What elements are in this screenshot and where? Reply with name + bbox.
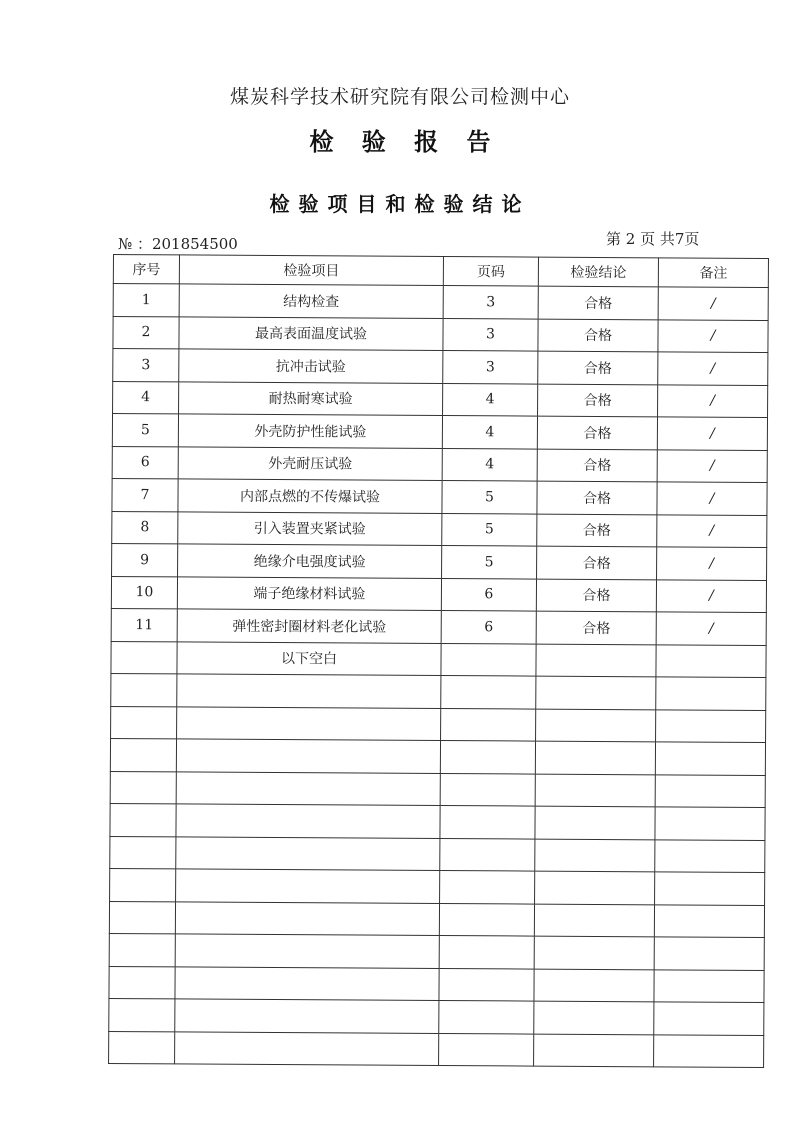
cell-number: 5 — [112, 414, 178, 447]
cell-result — [535, 741, 655, 774]
cell-page: 3 — [443, 351, 538, 384]
cell-result: 合格 — [536, 611, 656, 644]
cell-number — [109, 933, 175, 966]
cell-item: 绝缘介电强度试验 — [178, 544, 442, 578]
cell-number — [110, 738, 176, 771]
cell-page — [441, 708, 536, 741]
cell-page — [440, 773, 535, 806]
cell-result — [534, 904, 654, 937]
cell-result — [535, 871, 655, 904]
cell-note: / — [658, 384, 768, 417]
cell-item — [175, 1031, 439, 1065]
page-indicator: 第 2 页 共7页 — [606, 230, 700, 248]
cell-note: / — [657, 482, 767, 515]
cell-number — [110, 803, 176, 836]
cell-note — [654, 1002, 764, 1035]
cell-number — [111, 641, 177, 674]
cell-item: 引入装置夹紧试验 — [178, 511, 442, 545]
table-row — [112, 446, 767, 483]
table-row — [112, 478, 767, 515]
cell-note — [654, 937, 764, 970]
cell-note: / — [656, 579, 766, 612]
cell-note: / — [657, 547, 767, 580]
cell-note — [655, 807, 765, 840]
table-row — [111, 641, 766, 678]
cell-item — [176, 739, 440, 773]
cell-note: / — [658, 319, 768, 352]
table-row — [109, 998, 764, 1035]
table-row — [113, 316, 768, 353]
cell-note — [654, 969, 764, 1002]
cell-result: 合格 — [538, 384, 658, 417]
cell-result: 合格 — [538, 286, 658, 319]
cell-page: 6 — [441, 578, 536, 611]
cell-number — [110, 771, 176, 804]
table-row — [110, 771, 765, 808]
table-body — [109, 284, 769, 1068]
cell-item — [177, 674, 441, 708]
cell-result — [534, 1001, 654, 1034]
report-number: № ：201854500 — [118, 235, 238, 253]
table-row — [113, 349, 768, 386]
table-row — [112, 511, 767, 548]
cell-item: 端子绝缘材料试验 — [177, 576, 441, 610]
cell-note — [655, 872, 765, 905]
cell-item: 以下空白 — [177, 641, 441, 675]
cell-number — [109, 901, 175, 934]
cell-item: 最高表面温度试验 — [179, 316, 443, 350]
table-row — [109, 901, 764, 938]
cell-number — [111, 673, 177, 706]
cell-page — [440, 871, 535, 904]
cell-page: 5 — [442, 513, 537, 546]
cell-result — [536, 644, 656, 677]
cell-page — [440, 806, 535, 839]
cell-page: 5 — [442, 481, 537, 514]
cell-number: 11 — [111, 608, 177, 641]
cell-note — [654, 1034, 764, 1067]
table-row — [109, 933, 764, 970]
table-row — [111, 673, 766, 710]
cell-page — [439, 968, 534, 1001]
cell-page: 3 — [443, 286, 538, 319]
cell-page: 4 — [442, 448, 537, 481]
cell-item: 抗冲击试验 — [179, 349, 443, 383]
cell-number — [111, 706, 177, 739]
table-row — [111, 706, 766, 743]
table-header-row — [113, 255, 768, 288]
cell-number — [109, 998, 175, 1031]
cell-note — [656, 709, 766, 742]
cell-note — [655, 742, 765, 775]
cell-result: 合格 — [537, 514, 657, 547]
column-header-note: 备注 — [658, 258, 768, 288]
cell-number — [109, 966, 175, 999]
cell-item — [175, 999, 439, 1033]
cell-note — [656, 677, 766, 710]
section-title: 检验项目和检验结论 — [269, 192, 531, 216]
cell-page: 4 — [443, 383, 538, 416]
cell-result — [535, 774, 655, 807]
cell-note: / — [657, 514, 767, 547]
cell-page — [440, 741, 535, 774]
cell-number: 9 — [112, 543, 178, 576]
table-row — [109, 1031, 764, 1068]
cell-page: 6 — [441, 611, 536, 644]
cell-result: 合格 — [537, 481, 657, 514]
table-row — [110, 803, 765, 840]
cell-result: 合格 — [538, 351, 658, 384]
cell-item: 结构检查 — [179, 284, 443, 318]
cell-number — [110, 836, 176, 869]
cell-item: 内部点燃的不传爆试验 — [178, 479, 442, 513]
cell-note — [655, 774, 765, 807]
cell-page — [439, 1033, 534, 1066]
cell-page — [439, 936, 534, 969]
column-header-no: 序号 — [113, 255, 179, 284]
cell-result: 合格 — [536, 579, 656, 612]
table-row — [109, 966, 764, 1003]
cell-number: 4 — [113, 381, 179, 414]
cell-number: 7 — [112, 478, 178, 511]
cell-item: 弹性密封圈材料老化试验 — [177, 609, 441, 643]
table-row — [111, 576, 766, 613]
cell-note — [654, 904, 764, 937]
cell-note: / — [658, 352, 768, 385]
cell-item — [175, 934, 439, 968]
cell-result — [534, 936, 654, 969]
cell-result — [534, 1034, 654, 1067]
cell-page — [441, 676, 536, 709]
cell-number: 2 — [113, 316, 179, 349]
cell-result — [535, 806, 655, 839]
table-row — [110, 836, 765, 873]
cell-number — [110, 868, 176, 901]
cell-page — [439, 903, 534, 936]
table-row — [110, 738, 765, 775]
table-row — [113, 381, 768, 418]
column-header-item: 检验项目 — [179, 255, 443, 286]
cell-item — [176, 869, 440, 903]
cell-number: 1 — [113, 284, 179, 317]
cell-item: 外壳防护性能试验 — [178, 414, 442, 448]
cell-page — [441, 643, 536, 676]
document-title: 检 验 报 告 — [309, 128, 501, 156]
cell-number: 8 — [112, 511, 178, 544]
cell-item — [176, 771, 440, 805]
table-row — [110, 868, 765, 905]
cell-result — [535, 839, 655, 872]
table-row — [112, 543, 767, 580]
cell-note — [656, 644, 766, 677]
table-row — [112, 414, 767, 451]
cell-result: 合格 — [537, 546, 657, 579]
cell-item: 外壳耐压试验 — [178, 446, 442, 480]
cell-result — [536, 709, 656, 742]
cell-result: 合格 — [537, 416, 657, 449]
table-row — [111, 608, 766, 645]
cell-number: 10 — [111, 576, 177, 609]
cell-number: 6 — [112, 446, 178, 479]
cell-item — [175, 966, 439, 1000]
cell-result — [536, 676, 656, 709]
table-row — [113, 284, 768, 321]
organization-name: 煤炭科学技术研究院有限公司检测中心 — [229, 86, 570, 108]
cell-page — [439, 1001, 534, 1034]
cell-result: 合格 — [538, 319, 658, 352]
cell-item — [176, 836, 440, 870]
cell-result — [534, 969, 654, 1002]
cell-item — [177, 706, 441, 740]
cell-number: 3 — [113, 349, 179, 382]
inspection-items-table — [108, 254, 769, 1068]
cell-page: 4 — [442, 416, 537, 449]
cell-page: 3 — [443, 318, 538, 351]
cell-page — [440, 838, 535, 871]
column-header-result: 检验结论 — [538, 257, 658, 287]
cell-note: / — [657, 449, 767, 482]
cell-note: / — [657, 417, 767, 450]
cell-page: 5 — [442, 546, 537, 579]
cell-number — [109, 1031, 175, 1064]
cell-note: / — [658, 287, 768, 320]
cell-item: 耐热耐寒试验 — [179, 381, 443, 415]
cell-note: / — [656, 612, 766, 645]
cell-note — [655, 839, 765, 872]
cell-result: 合格 — [537, 449, 657, 482]
cell-item — [175, 901, 439, 935]
cell-item — [176, 804, 440, 838]
column-header-page: 页码 — [443, 257, 538, 287]
